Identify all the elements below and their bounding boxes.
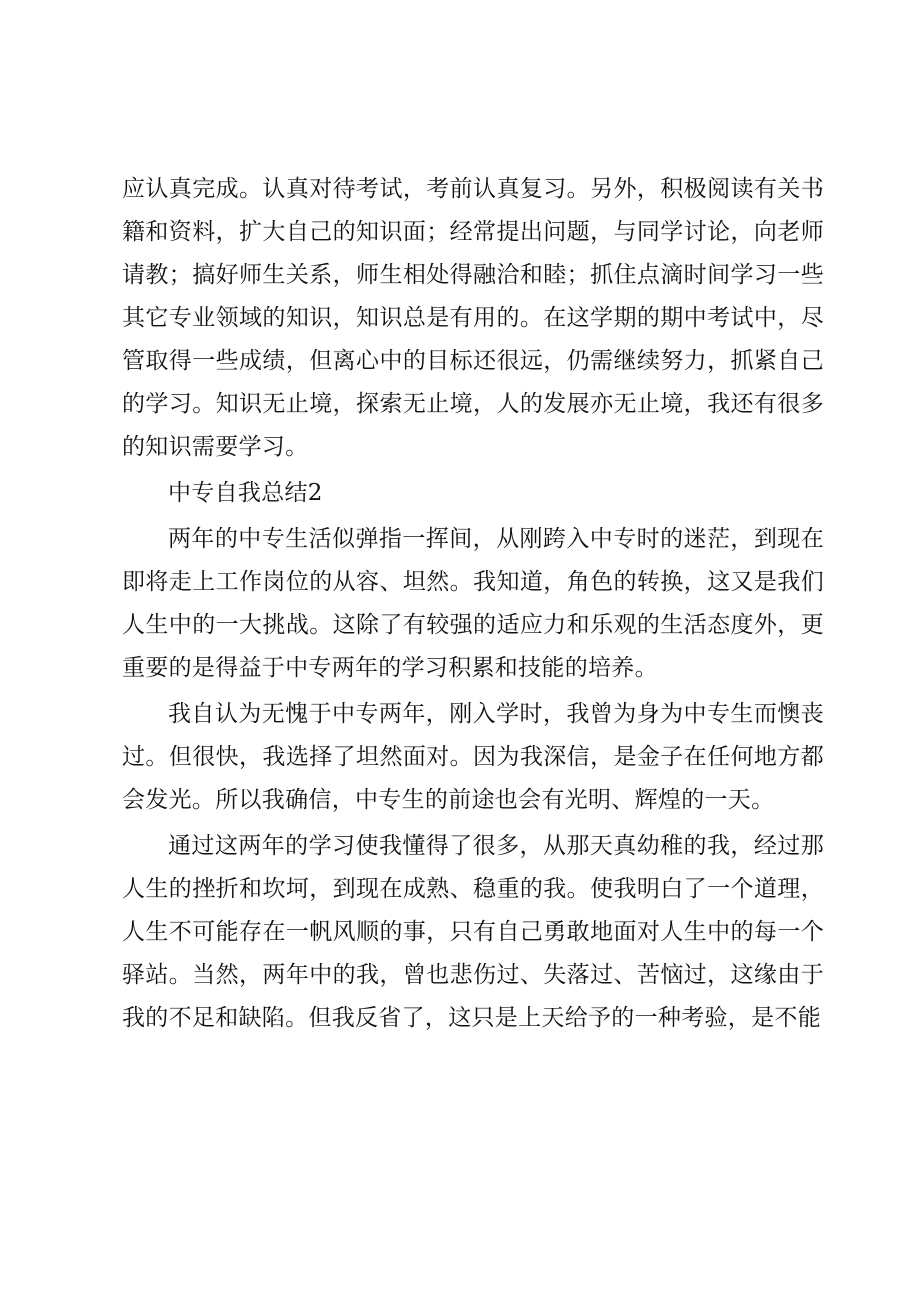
section-heading: 中专自我总结2 <box>168 480 323 506</box>
paragraph-3: 通过这两年的学习使我懂得了很多，从那天真幼稚的我，经过那人生的挫折和坎坷，到现在成熟、稳重的我。使我明白了一个道理，人生不可能存在一帆风顺的事，只有自己勇敢地面对人生中的每一个驿站。当然，两年中的我，曾也悲伤过、失落过、苦恼过，这缘由于我的不足和缺陷。但我反省了，这只是上天给予的一种考验，是不能 <box>122 833 824 1031</box>
document-body <box>122 168 824 1043</box>
paragraph-continuation: 应认真完成。认真对待考试，考前认真复习。另外，积极阅读有关书籍和资料，扩大自己的知识面；经常提出问题，与同学讨论，向老师请教；搞好师生关系，师生相处得融洽和睦；抓住点滴时间学习一些其它专业领域的知识，知识总是有用的。在这学期的期中考试中，尽管取得一些成绩，但离心中的目标还很远，仍需继续努力，抓紧自己的学习。知识无止境，探索无止境，人的发展亦无止境，我还有很多的知识需要学习。 <box>122 176 824 460</box>
paragraph-2: 我自认为无愧于中专两年，刚入学时，我曾为身为中专生而懊丧过。但很快，我选择了坦然面对。因为我深信，是金子在任何地方都会发光。所以我确信，中专生的前途也会有光明、辉煌的一天。 <box>122 701 824 813</box>
paragraph-1: 两年的中专生活似弹指一挥间，从刚跨入中专时的迷茫，到现在即将走上工作岗位的从容、坦然。我知道，角色的转换，这又是我们人生中的一大挑战。这除了有较强的适应力和乐观的生活态度外，更重要的是得益于中专两年的学习积累和技能的培养。 <box>122 526 824 681</box>
